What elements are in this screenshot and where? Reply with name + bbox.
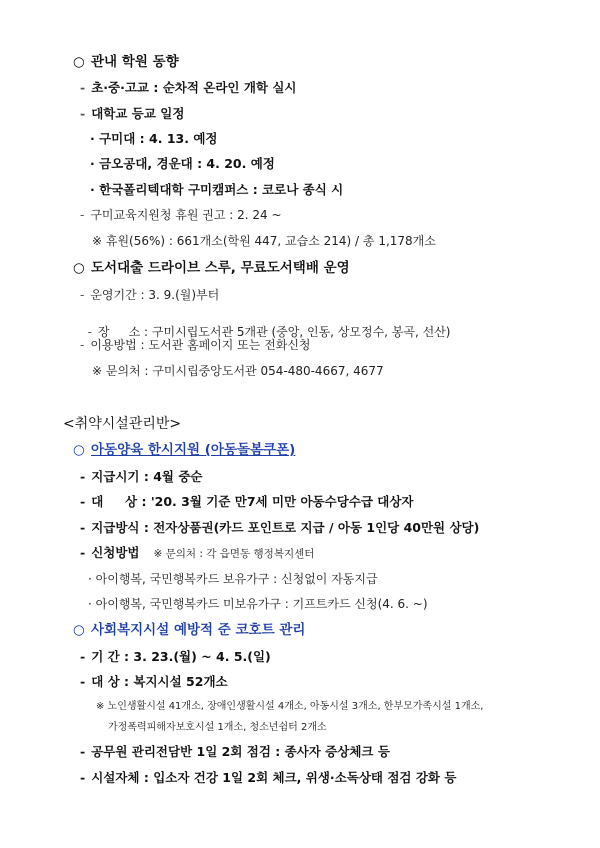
dash-bullet: - — [80, 770, 86, 785]
dash-bullet: - — [80, 649, 86, 664]
group-title: <취약시설관리반> — [63, 416, 182, 432]
note-line: 가정폭력피해자보호시설 1개소, 청소년쉼터 2개소 — [108, 722, 327, 733]
section-heading-welfare: ○ 사회복지시설 예방적 준 코호트 관리 — [73, 622, 306, 638]
list-item: - 지급방식 : 전자상품권(카드 포인트로 지급 / 아동 1인당 40만원 상당) — [80, 520, 480, 535]
list-item: - 초·중·고교 : 순차적 온라인 개학 실시 — [80, 80, 297, 95]
circle-bullet-icon: ○ — [73, 260, 85, 276]
note-line: ※ 노인생활시설 41개소, 장애인생활시설 4개소, 아동시설 3개소, 한부모가족시설 1개소, — [96, 701, 484, 712]
list-item: · 아이행복, 국민행복카드 미보유가구 : 기프트카드 신청(4. 6. ~) — [88, 597, 428, 611]
dash-bullet: - — [80, 545, 86, 560]
dash-bullet: - — [80, 80, 86, 95]
list-item: - 대 상 : '20. 3월 기준 만7세 미만 아동수당수급 대상자 — [80, 494, 414, 509]
dash-bullet: - — [80, 744, 86, 759]
section-heading-library: ○ 도서대출 드라이브 스루, 무료도서택배 운영 — [73, 260, 350, 276]
circle-bullet-icon: ○ — [73, 442, 85, 458]
dash-bullet: - — [87, 325, 92, 339]
list-item: - 지급시기 : 4월 중순 — [80, 469, 203, 484]
dash-bullet: - — [80, 106, 86, 121]
note-line: ※ 휴원(56%) : 661개소(학원 447, 교습소 214) / 총 1,178개소 — [92, 234, 436, 248]
list-item: - 이용방법 : 도서관 홈페이지 또는 전화신청 — [80, 338, 311, 352]
dash-bullet: - — [80, 288, 85, 302]
list-item: - 대학교 등교 일정 — [80, 106, 185, 121]
list-item: - 공무원 관리전담반 1일 2회 점검 : 종사자 증상체크 등 — [80, 744, 390, 759]
note-line: ※ 문의처 : 구미시립중앙도서관 054-480-4667, 4677 — [92, 364, 384, 378]
dash-bullet: - — [80, 674, 86, 689]
section-heading-childcare: ○ 아동양육 한시지원 (아동돌봄쿠폰) — [73, 442, 296, 458]
dash-bullet: - — [80, 494, 86, 509]
contact-note: ※ 문의처 : 각 읍면동 행정복지센터 — [153, 548, 315, 560]
dash-bullet: - — [80, 208, 85, 222]
list-item: · 아이행복, 국민행복카드 보유가구 : 신청없이 자동지급 — [88, 572, 378, 586]
list-item: · 금오공대, 경운대 : 4. 20. 예정 — [90, 156, 275, 171]
dash-bullet: - — [80, 469, 86, 484]
circle-bullet-icon: ○ — [73, 622, 85, 638]
dash-bullet: - — [80, 338, 85, 352]
list-item: - 대 상 : 복지시설 52개소 — [80, 674, 228, 689]
list-item: - 운영기간 : 3. 9.(월)부터 — [80, 288, 220, 302]
list-item: · 구미대 : 4. 13. 예정 — [90, 131, 218, 146]
dash-bullet: - — [80, 520, 86, 535]
list-item: - 기 간 : 3. 23.(월) ~ 4. 5.(일) — [80, 649, 271, 664]
circle-bullet-icon: ○ — [73, 54, 85, 70]
section-heading-academy: ○ 관내 학원 동향 — [73, 54, 179, 70]
list-item: - 시설자체 : 입소자 건강 1일 2회 체크, 위생·소독상태 점검 강화 등 — [80, 770, 457, 785]
list-item: - 구미교육지원청 휴원 권고 : 2. 24 ~ — [80, 208, 282, 222]
list-item: · 한국폴리텍대학 구미캠퍼스 : 코로나 종식 시 — [90, 182, 344, 197]
list-item: - 신청방법 ※ 문의처 : 각 읍면동 행정복지센터 — [80, 545, 315, 560]
list-item: - 장 소 : 구미시립도서관 5개관 (중앙, 인동, 상모정수, 봉곡, 선산) — [87, 325, 451, 339]
